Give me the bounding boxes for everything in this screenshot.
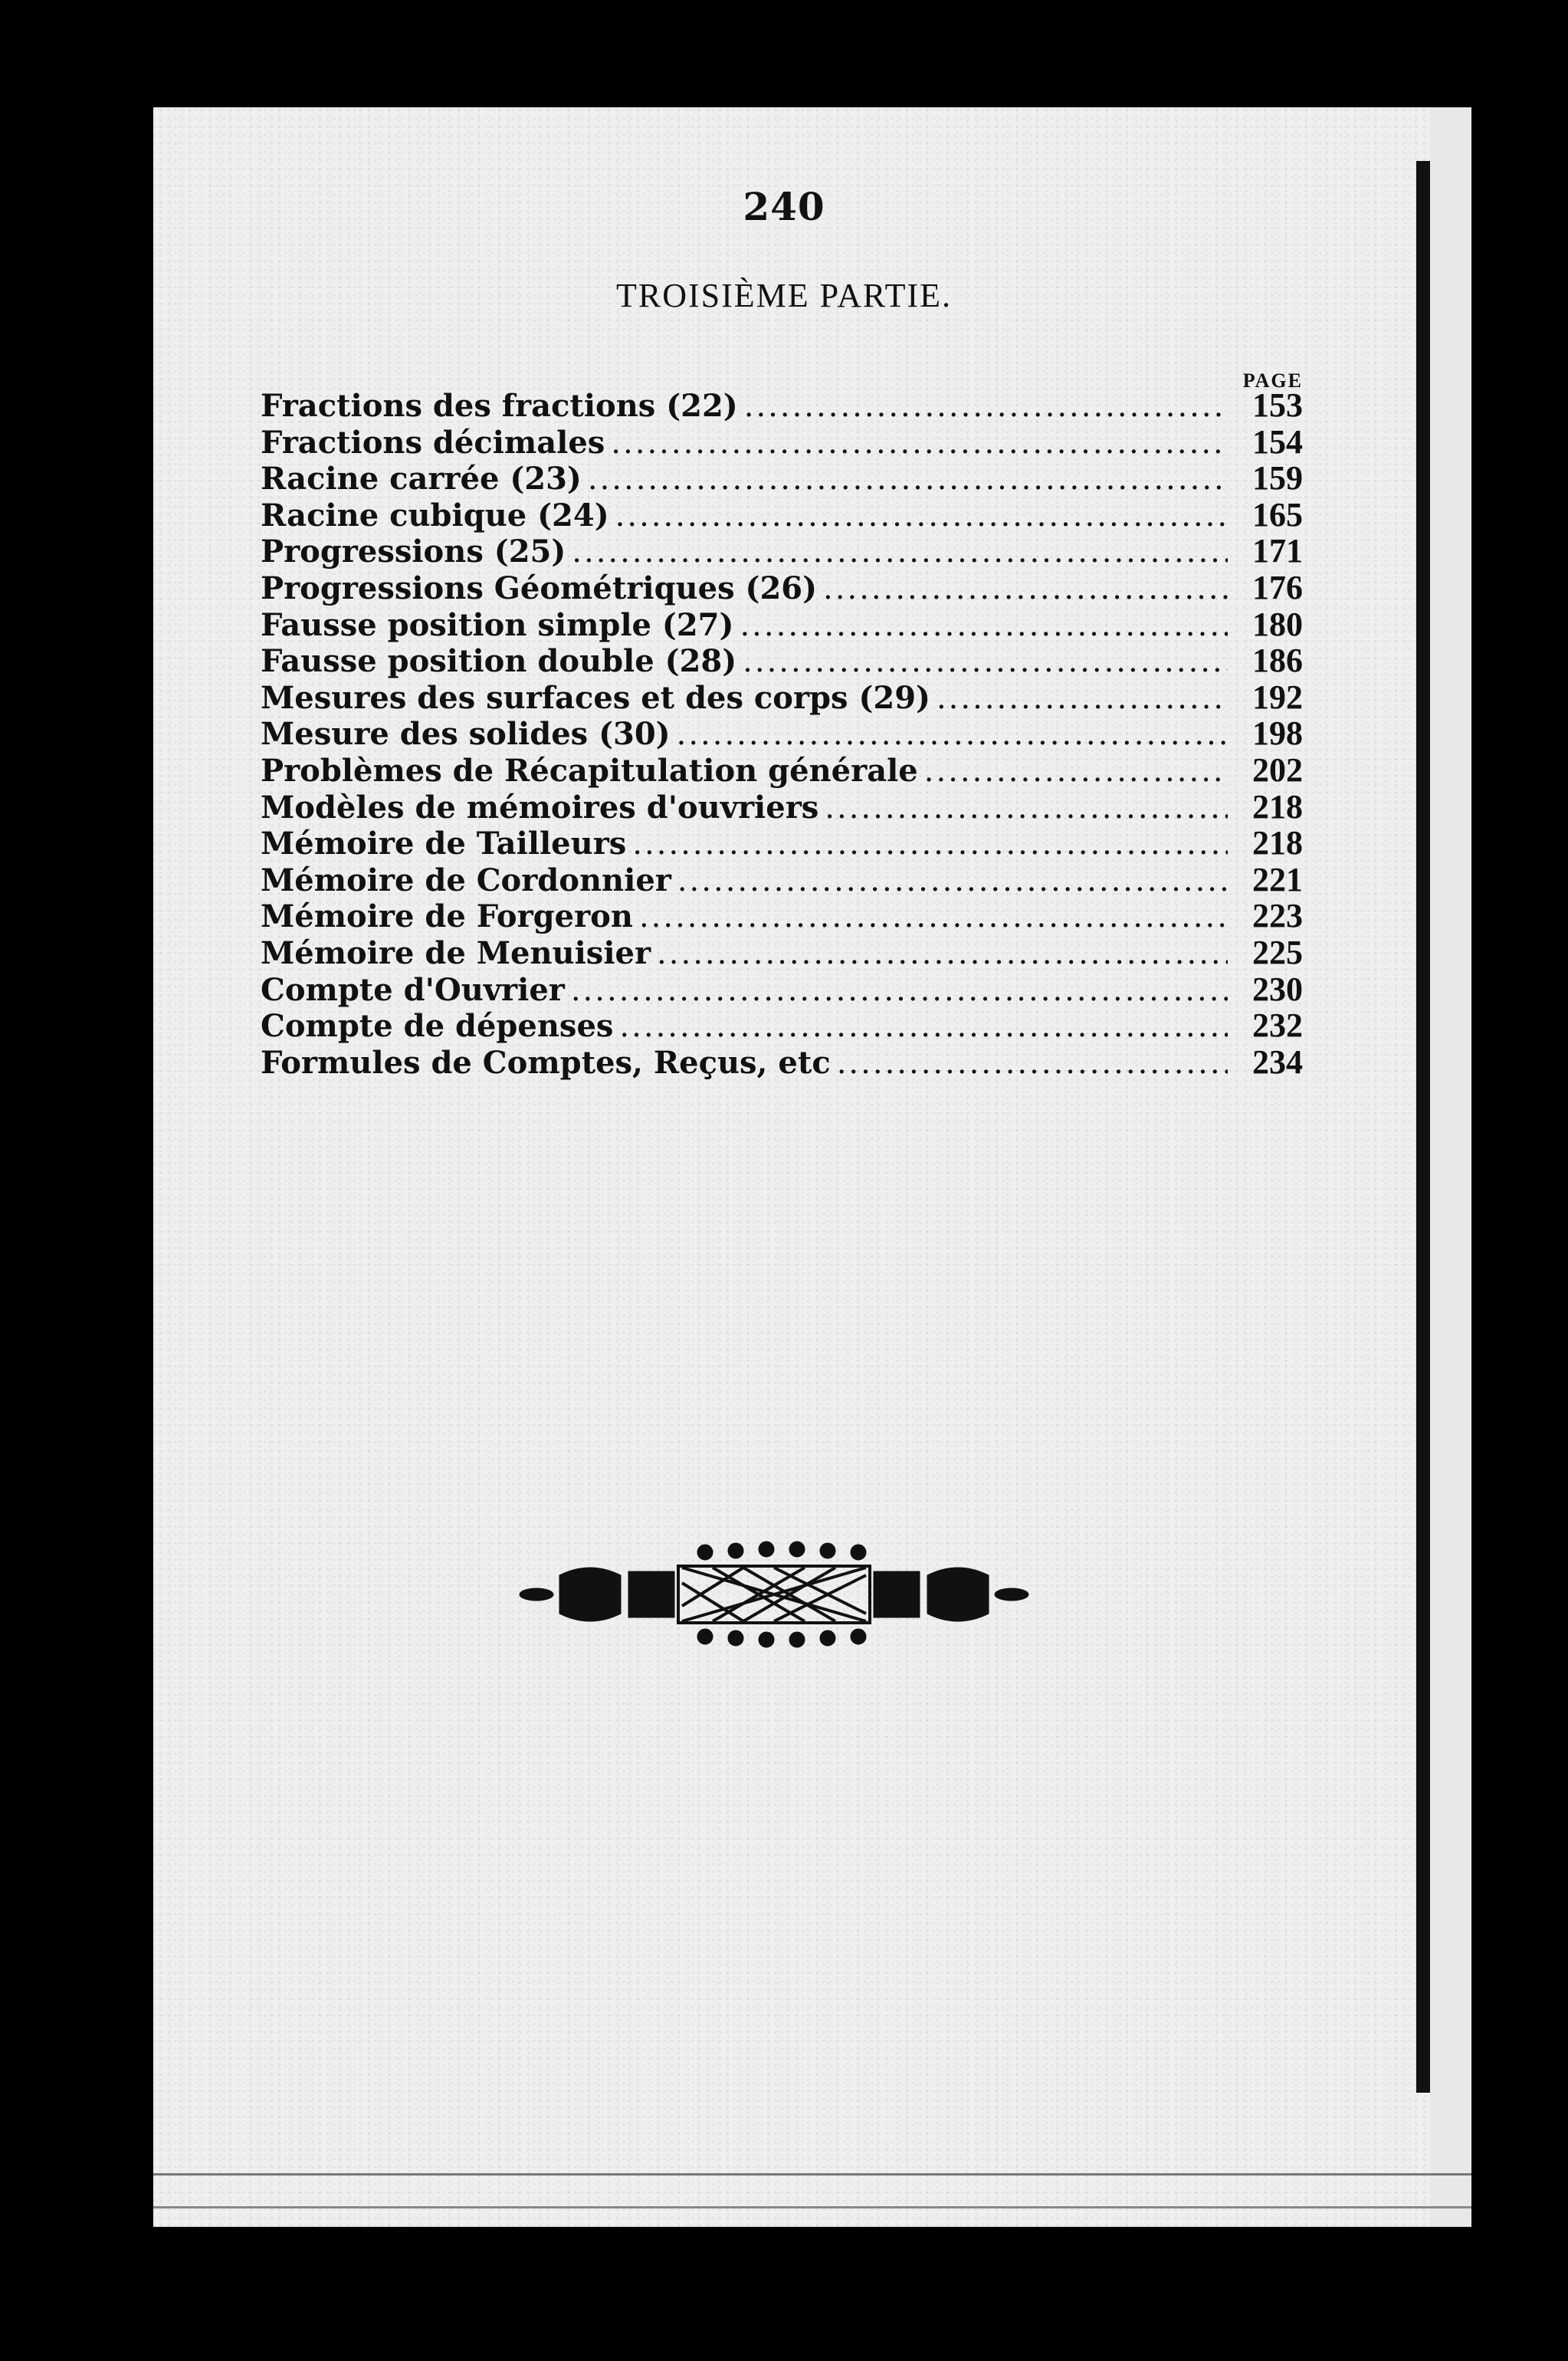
toc-entry <box>261 606 1303 643</box>
toc-entry <box>261 752 1303 789</box>
toc-entry-title: Fausse position simple (27) <box>261 606 734 643</box>
toc-entry <box>261 971 1303 1008</box>
toc-entry-title: Racine cubique (24) <box>261 497 609 534</box>
toc-entry-title: Mémoire de Menuisier <box>261 934 651 971</box>
toc-entry <box>261 862 1303 898</box>
toc-entry-title: Fausse position double (28) <box>261 643 737 679</box>
toc-entry <box>261 460 1303 497</box>
leader-dots <box>937 681 1228 716</box>
leader-dots <box>677 717 1228 752</box>
decorative-ornament-icon <box>513 1529 1035 1660</box>
toc-entry-title: Problèmes de Récapitulation générale <box>261 752 918 789</box>
leader-dots <box>572 534 1228 570</box>
toc-entry <box>261 898 1303 934</box>
bottom-border-lines <box>153 2173 1471 2208</box>
toc-entry <box>261 934 1303 971</box>
toc-entry-page: 153 <box>1252 387 1303 424</box>
leader-dots <box>615 498 1228 534</box>
toc-entry-title: Fractions des fractions (22) <box>261 388 738 424</box>
leader-dots <box>657 936 1228 971</box>
toc-entry-title: Compte de dépenses <box>261 1008 614 1044</box>
toc-entry-page: 223 <box>1252 898 1303 934</box>
part-title: TROISIÈME PARTIE. <box>616 277 952 314</box>
toc-entry-page: 230 <box>1252 970 1303 1008</box>
leader-dots <box>611 425 1228 461</box>
leader-dots <box>571 973 1228 1008</box>
toc-entry-page: 192 <box>1252 678 1303 716</box>
page-column-header: PAGE <box>1242 369 1303 392</box>
toc-entry-page: 171 <box>1252 533 1303 570</box>
toc-entry-page: 218 <box>1252 825 1303 862</box>
toc-entry-page: 198 <box>1252 715 1303 752</box>
leader-dots <box>632 826 1228 862</box>
leader-dots <box>677 863 1228 898</box>
table-of-contents <box>261 387 1303 1080</box>
toc-entry <box>261 533 1303 570</box>
toc-entry <box>261 424 1303 461</box>
leader-dots <box>837 1046 1228 1081</box>
toc-entry-page: 225 <box>1252 934 1303 971</box>
toc-entry-page: 218 <box>1252 788 1303 826</box>
toc-entry <box>261 1007 1303 1044</box>
toc-entry-page: 186 <box>1252 642 1303 679</box>
toc-entry-title: Formules de Comptes, Reçus, etc <box>261 1044 831 1081</box>
toc-entry-page: 154 <box>1252 423 1303 461</box>
leader-dots <box>619 1009 1228 1044</box>
toc-entry-page: 232 <box>1252 1007 1303 1044</box>
leader-dots <box>744 389 1228 424</box>
leader-dots <box>639 899 1228 934</box>
toc-entry <box>261 387 1303 424</box>
toc-entry <box>261 497 1303 534</box>
toc-entry-page: 176 <box>1252 569 1303 606</box>
leader-dots <box>825 790 1228 826</box>
leader-dots <box>924 754 1228 789</box>
toc-entry <box>261 789 1303 826</box>
toc-entry <box>261 570 1303 606</box>
page-gutter-rule <box>1416 161 1430 2093</box>
toc-entry-title: Mesures des surfaces et des corps (29) <box>261 679 930 716</box>
toc-entry <box>261 1044 1303 1081</box>
toc-entry-title: Mémoire de Cordonnier <box>261 862 671 898</box>
facing-page-edge <box>1430 107 1471 2254</box>
toc-entry-page: 221 <box>1252 861 1303 898</box>
toc-entry-title: Mémoire de Tailleurs <box>261 826 627 862</box>
toc-entry-page: 159 <box>1252 460 1303 497</box>
page-number: 240 <box>743 184 825 229</box>
toc-entry <box>261 642 1303 679</box>
toc-entry-page: 165 <box>1252 496 1303 534</box>
toc-entry-title: Mémoire de Forgeron <box>261 898 633 934</box>
toc-entry-title: Mesure des solides (30) <box>261 716 671 752</box>
toc-entry-title: Progressions (25) <box>261 534 566 570</box>
leader-dots <box>740 608 1228 643</box>
leader-dots <box>743 644 1228 679</box>
toc-entry-page: 202 <box>1252 751 1303 789</box>
toc-entry-title: Racine carrée (23) <box>261 461 582 497</box>
leader-dots <box>823 571 1228 606</box>
toc-entry <box>261 825 1303 862</box>
scan-bottom-margin <box>0 2227 1568 2361</box>
toc-entry-title: Compte d'Ouvrier <box>261 971 565 1008</box>
toc-entry-title: Modèles de mémoires d'ouvriers <box>261 789 819 826</box>
toc-entry-page: 180 <box>1252 606 1303 643</box>
leader-dots <box>588 461 1228 497</box>
toc-entry-title: Fractions décimales <box>261 424 605 461</box>
toc-entry-title: Progressions Géométriques (26) <box>261 570 818 606</box>
toc-entry-page: 234 <box>1252 1043 1303 1081</box>
toc-entry <box>261 679 1303 716</box>
toc-entry <box>261 715 1303 752</box>
